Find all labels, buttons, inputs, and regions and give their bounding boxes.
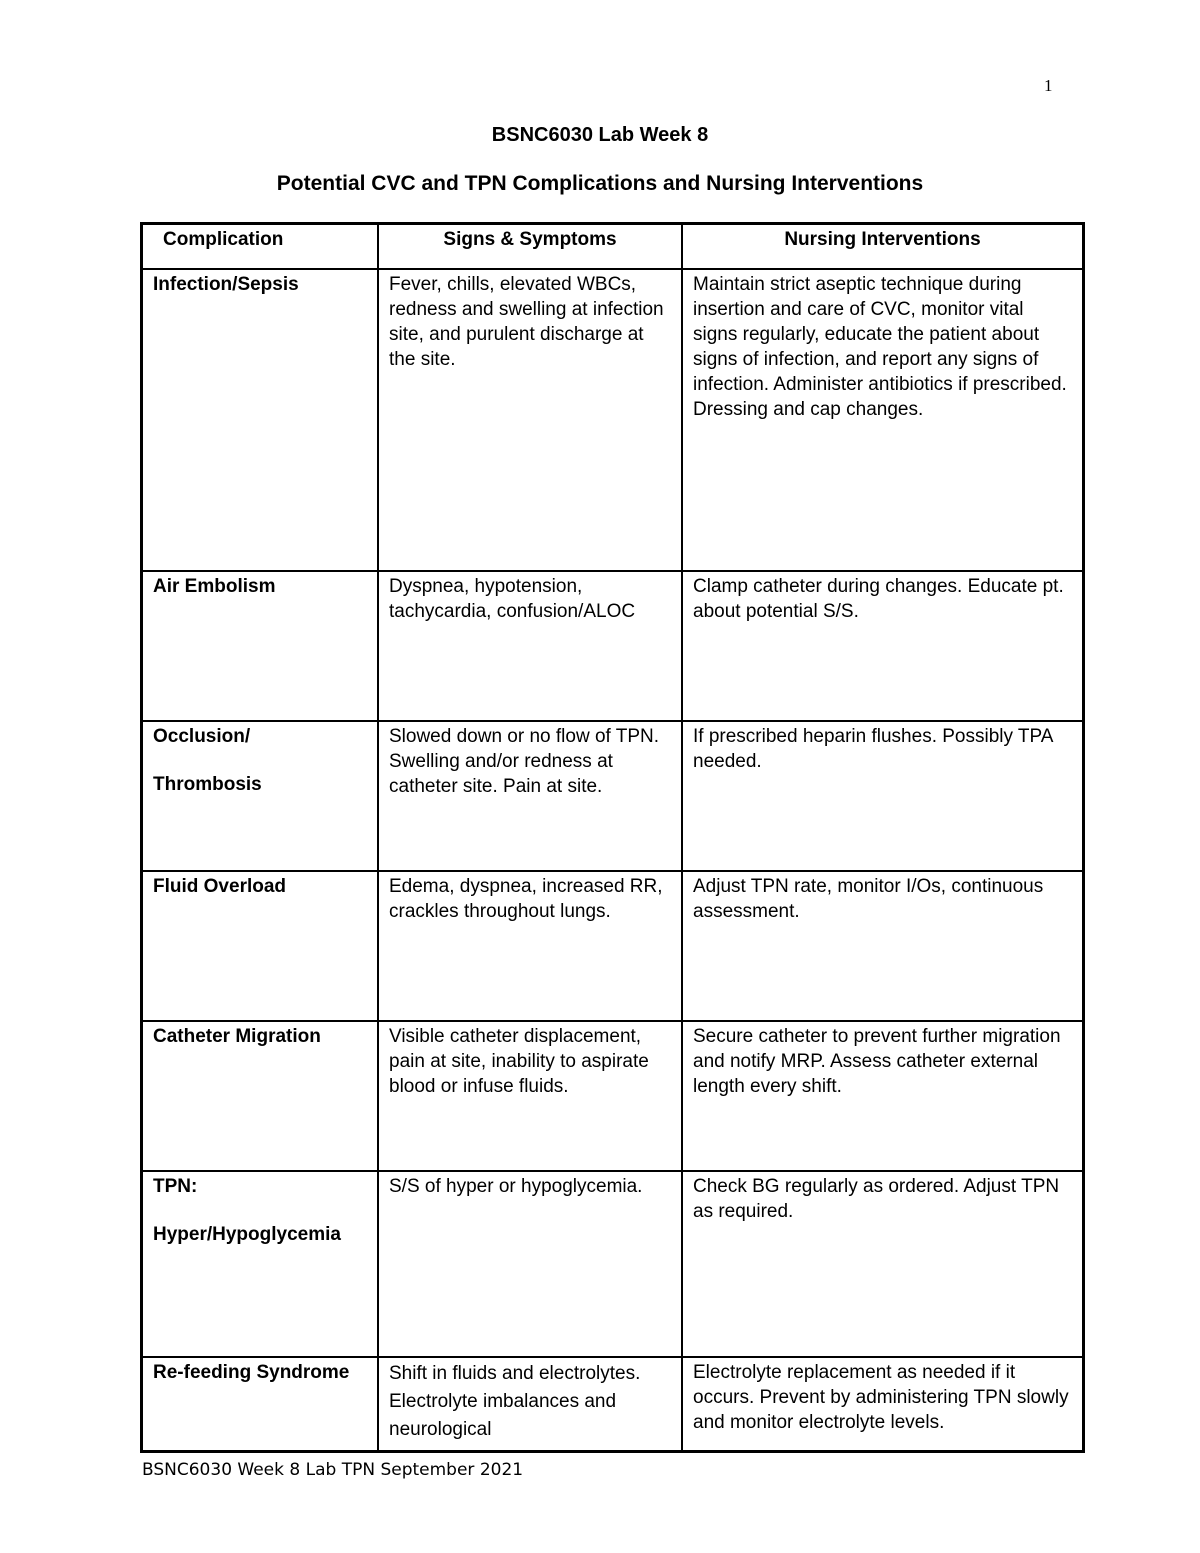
- interventions-cell: Clamp catheter during changes. Educate pt. about potential S/S.: [693, 576, 1064, 622]
- complication-cell: [143, 270, 379, 570]
- signs-cell: Visible catheter displacement, pain at site, inability to aspirate blood or infuse fluids.: [379, 1022, 683, 1170]
- table-row: [143, 1170, 1082, 1356]
- signs-cell: Shift in fluids and electrolytes. Electrolyte imbalances and neurological: [379, 1358, 683, 1450]
- complications-table: [140, 222, 1085, 1453]
- complication-cell: [143, 1358, 379, 1450]
- complication-label: Catheter Migration: [153, 1026, 321, 1047]
- complication-cell: [143, 722, 379, 870]
- document-title: BSNC6030 Lab Week 8: [491, 124, 709, 146]
- complication-cell: [143, 1022, 379, 1170]
- complication-label-line2: Hyper/Hypoglycemia: [153, 1224, 341, 1245]
- interventions-cell: If prescribed heparin flushes. Possibly TPA needed.: [693, 726, 1053, 772]
- signs-cell: S/S of hyper or hypoglycemia.: [379, 1172, 683, 1356]
- complication-label: Fluid Overload: [153, 876, 287, 897]
- signs-cell: Fever, chills, elevated WBCs, redness and swelling at infection site, and purulent discharge at the site.: [379, 270, 683, 570]
- header-nursing-interventions: Nursing Interventions: [784, 229, 981, 250]
- complication-cell: [143, 872, 379, 1020]
- complication-label: TPN:: [153, 1176, 198, 1197]
- signs-cell: Slowed down or no flow of TPN. Swelling and/or redness at catheter site. Pain at site.: [379, 722, 683, 870]
- table-header-row: [143, 225, 1082, 270]
- interventions-cell: Maintain strict aseptic technique during insertion and care of CVC, monitor vital signs regularly, educate the patient about signs of infection, and report any signs of infection. Administer antibiotics if prescribed. Dressing and cap changes.: [693, 274, 1067, 420]
- complication-label: Re-feeding Syndrome: [153, 1362, 350, 1383]
- page-number: 1: [1044, 76, 1053, 95]
- signs-cell: Dyspnea, hypotension, tachycardia, confusion/ALOC: [379, 572, 683, 720]
- complication-label-line2: Thrombosis: [153, 774, 262, 795]
- interventions-cell: Secure catheter to prevent further migration and notify MRP. Assess catheter external length every shift.: [693, 1026, 1061, 1097]
- document-subtitle: Potential CVC and TPN Complications and Nursing Interventions: [276, 172, 924, 195]
- complication-cell: [143, 1172, 379, 1356]
- interventions-cell: Electrolyte replacement as needed if it occurs. Prevent by administering TPN slowly and monitor electrolyte levels.: [693, 1362, 1069, 1433]
- header-complication: Complication: [143, 225, 379, 268]
- table-row: [143, 720, 1082, 870]
- table-row: [143, 1020, 1082, 1170]
- complication-label: Air Embolism: [153, 576, 276, 597]
- table-row: [143, 570, 1082, 720]
- table-row: [143, 1356, 1082, 1450]
- complication-label: Occlusion/: [153, 726, 251, 747]
- table-row: [143, 270, 1082, 570]
- interventions-cell: Check BG regularly as ordered. Adjust TPN as required.: [693, 1176, 1060, 1222]
- page-footer: BSNC6030 Week 8 Lab TPN September 2021: [142, 1460, 524, 1480]
- complication-label: Infection/Sepsis: [153, 274, 299, 295]
- table-row: [143, 870, 1082, 1020]
- complication-cell: [143, 572, 379, 720]
- signs-cell: Edema, dyspnea, increased RR, crackles throughout lungs.: [379, 872, 683, 1020]
- header-signs-symptoms: Signs & Symptoms: [379, 225, 683, 268]
- interventions-cell: Adjust TPN rate, monitor I/Os, continuous assessment.: [693, 876, 1044, 922]
